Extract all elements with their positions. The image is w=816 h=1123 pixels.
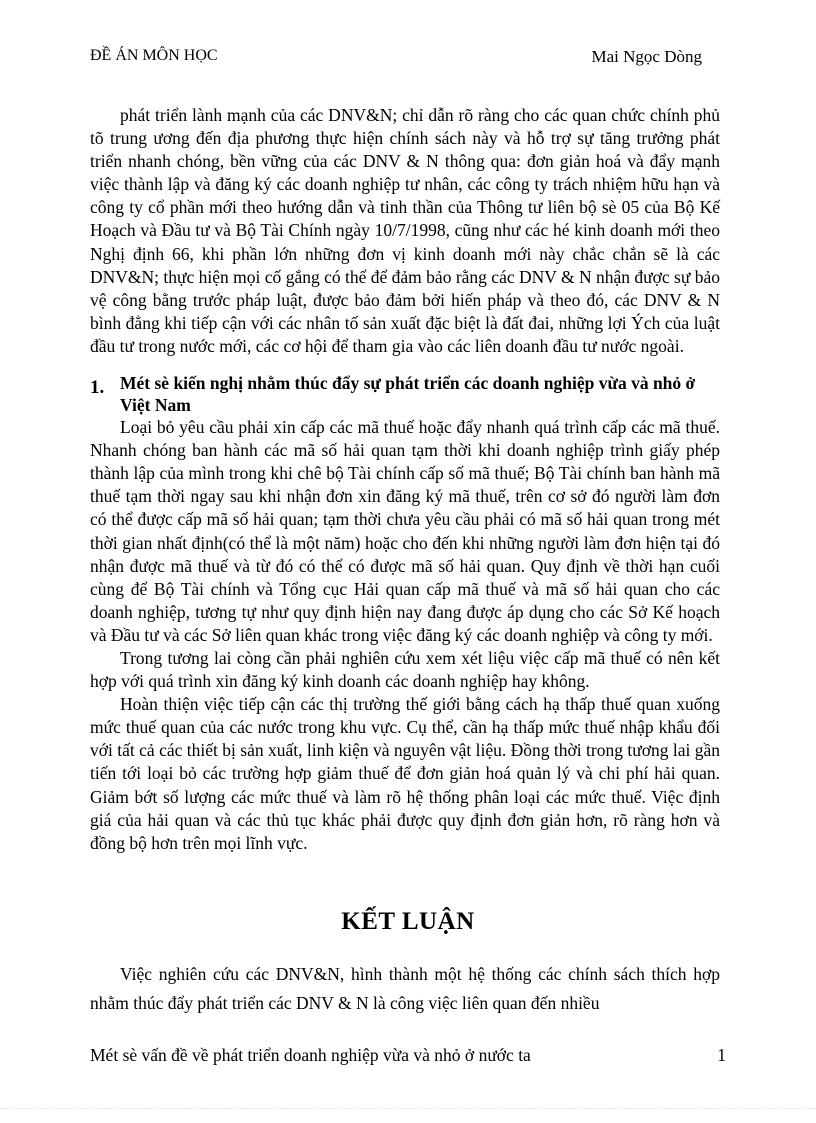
page-number: 1 (717, 1045, 726, 1065)
section-heading (90, 372, 720, 416)
header-author-name: Mai Ngọc Dòng (591, 47, 702, 66)
main-text (90, 104, 720, 855)
section-number: 1. (90, 377, 105, 399)
conclusion-text-block (90, 960, 720, 1018)
intro-paragraph: phát triển lành mạnh của các DNV&N; chỉ dẫn rõ ràng cho các quan chức chính phủ tõ trung ương đến địa phương thực hiện chính sách này và hỗ trợ sự tăng trưởng phát triển nhanh chóng, bền vững của các DNV & N thông qua: đơn giản hoá và đẩy mạnh việc thành lập và đăng ký các doanh nghiệp tư nhân, các công ty trách nhiệm hữu hạn và công ty cổ phần mới theo hướng dẫn và tinh thần của Thông tư liên bộ sè 05 của Bộ Kế Hoạch và Đầu tư và Bộ Tài Chính ngày 10/7/1998, cũng như các hé kinh doanh mới theo Nghị định 66, khi phần lớn những đơn vị kinh doanh mới này chắc chắn sẽ là các DNV&N; thực hiện mọi cố gắng có thể để đảm bảo rằng các DNV & N nhận được sự bảo vệ công bằng trước pháp luật, được bảo đảm bởi hiến pháp và theo đó, các DNV & N bình đẳng khi tiếp cận với các nhân tố sản xuất đặc biệt là đất đai, những lợi Ých của luật đầu tư trong nước mới, các cơ hội để tham gia vào các liên doanh đầu tư nước ngoài. (90, 105, 720, 356)
paragraph-future-research: Trong tương lai còng cần phải nghiên cứu xem xét liệu việc cấp mã thuế có nên kết hợp với quá trình xin đăng ký kinh doanh các doanh nghiệp hay không. (90, 647, 720, 692)
page-bottom-divider (0, 1108, 816, 1109)
section-title: Mét sè kiến nghị nhằm thúc đẩy sự phát triển các doanh nghiệp vừa và nhỏ ở Việt Nam (120, 373, 696, 416)
footer-document-title: Mét sè vấn đề về phát triển doanh nghiệp vừa và nhỏ ở nước ta (90, 1045, 531, 1065)
paragraph-market-access: Hoàn thiện việc tiếp cận các thị trường thế giới bằng cách hạ thấp thuế quan xuống mức thuế quan của các nước trong khu vực. Cụ thể, cần hạ thấp mức thuế nhập khẩu đối với tất cả các thiết bị sản xuất, linh kiện và nguyên vật liệu. Đồng thời trong tương lai gần tiến tới loại bỏ các trường hợp giảm thuế để đơn giản hoá quản lý và chi phí hải quan. Giảm bớt số lượng các mức thuế và làm rõ hệ thống phân loại các mức thuế. Việc định giá của hải quan và các thủ tục khác phải được quy định đơn giản hơn, rõ ràng hơn và đồng bộ hơn trên mọi lĩnh vực. (90, 694, 720, 853)
conclusion-heading: KẾT LUẬN (341, 908, 475, 935)
page-header (90, 47, 702, 69)
conclusion-paragraph: Việc nghiên cứu các DNV&N, hình thành một hệ thống các chính sách thích hợp nhằm thúc đẩy phát triển các DNV & N là công việc liên quan đến nhiều (90, 964, 720, 1013)
paragraph-tax-codes: Loại bỏ yêu cầu phải xin cấp các mã thuế hoặc đẩy nhanh quá trình cấp các mã thuế. Nhanh chóng ban hành các mã số hải quan tạm thời khi doanh nghiệp trình giấy phép thành lập của mình trong khi chê bộ Tài chính cấp số mã thuế; Bộ Tài chính ban hành mã thuế tạm thời ngay sau khi nhận đơn xin đăng ký mã thuế, trên cơ sở đó người làm đơn có thể được cấp mã số hải quan; tạm thời chưa yêu cầu phải có mã số hải quan trong mét thời gian nhất định(có thể là một năm) hoặc cho đến khi những người làm đơn hiện tại đó nhận được mã thuế và từ đó có thể có được mã số hải quan. Quy định về thời hạn cuối cùng để Bộ Tài chính và Tổng cục Hải quan cấp mã thuế và mã số hải quan cho các doanh nghiệp, tương tự như quy định hiện nay đang được áp dụng cho các Sở Kế hoạch và Đầu tư và các Sở liên quan khác trong việc đăng ký các doanh nghiệp và công ty mới. (90, 417, 720, 645)
header-course-title: ĐỀ ÁN MÔN HỌC (90, 47, 218, 64)
